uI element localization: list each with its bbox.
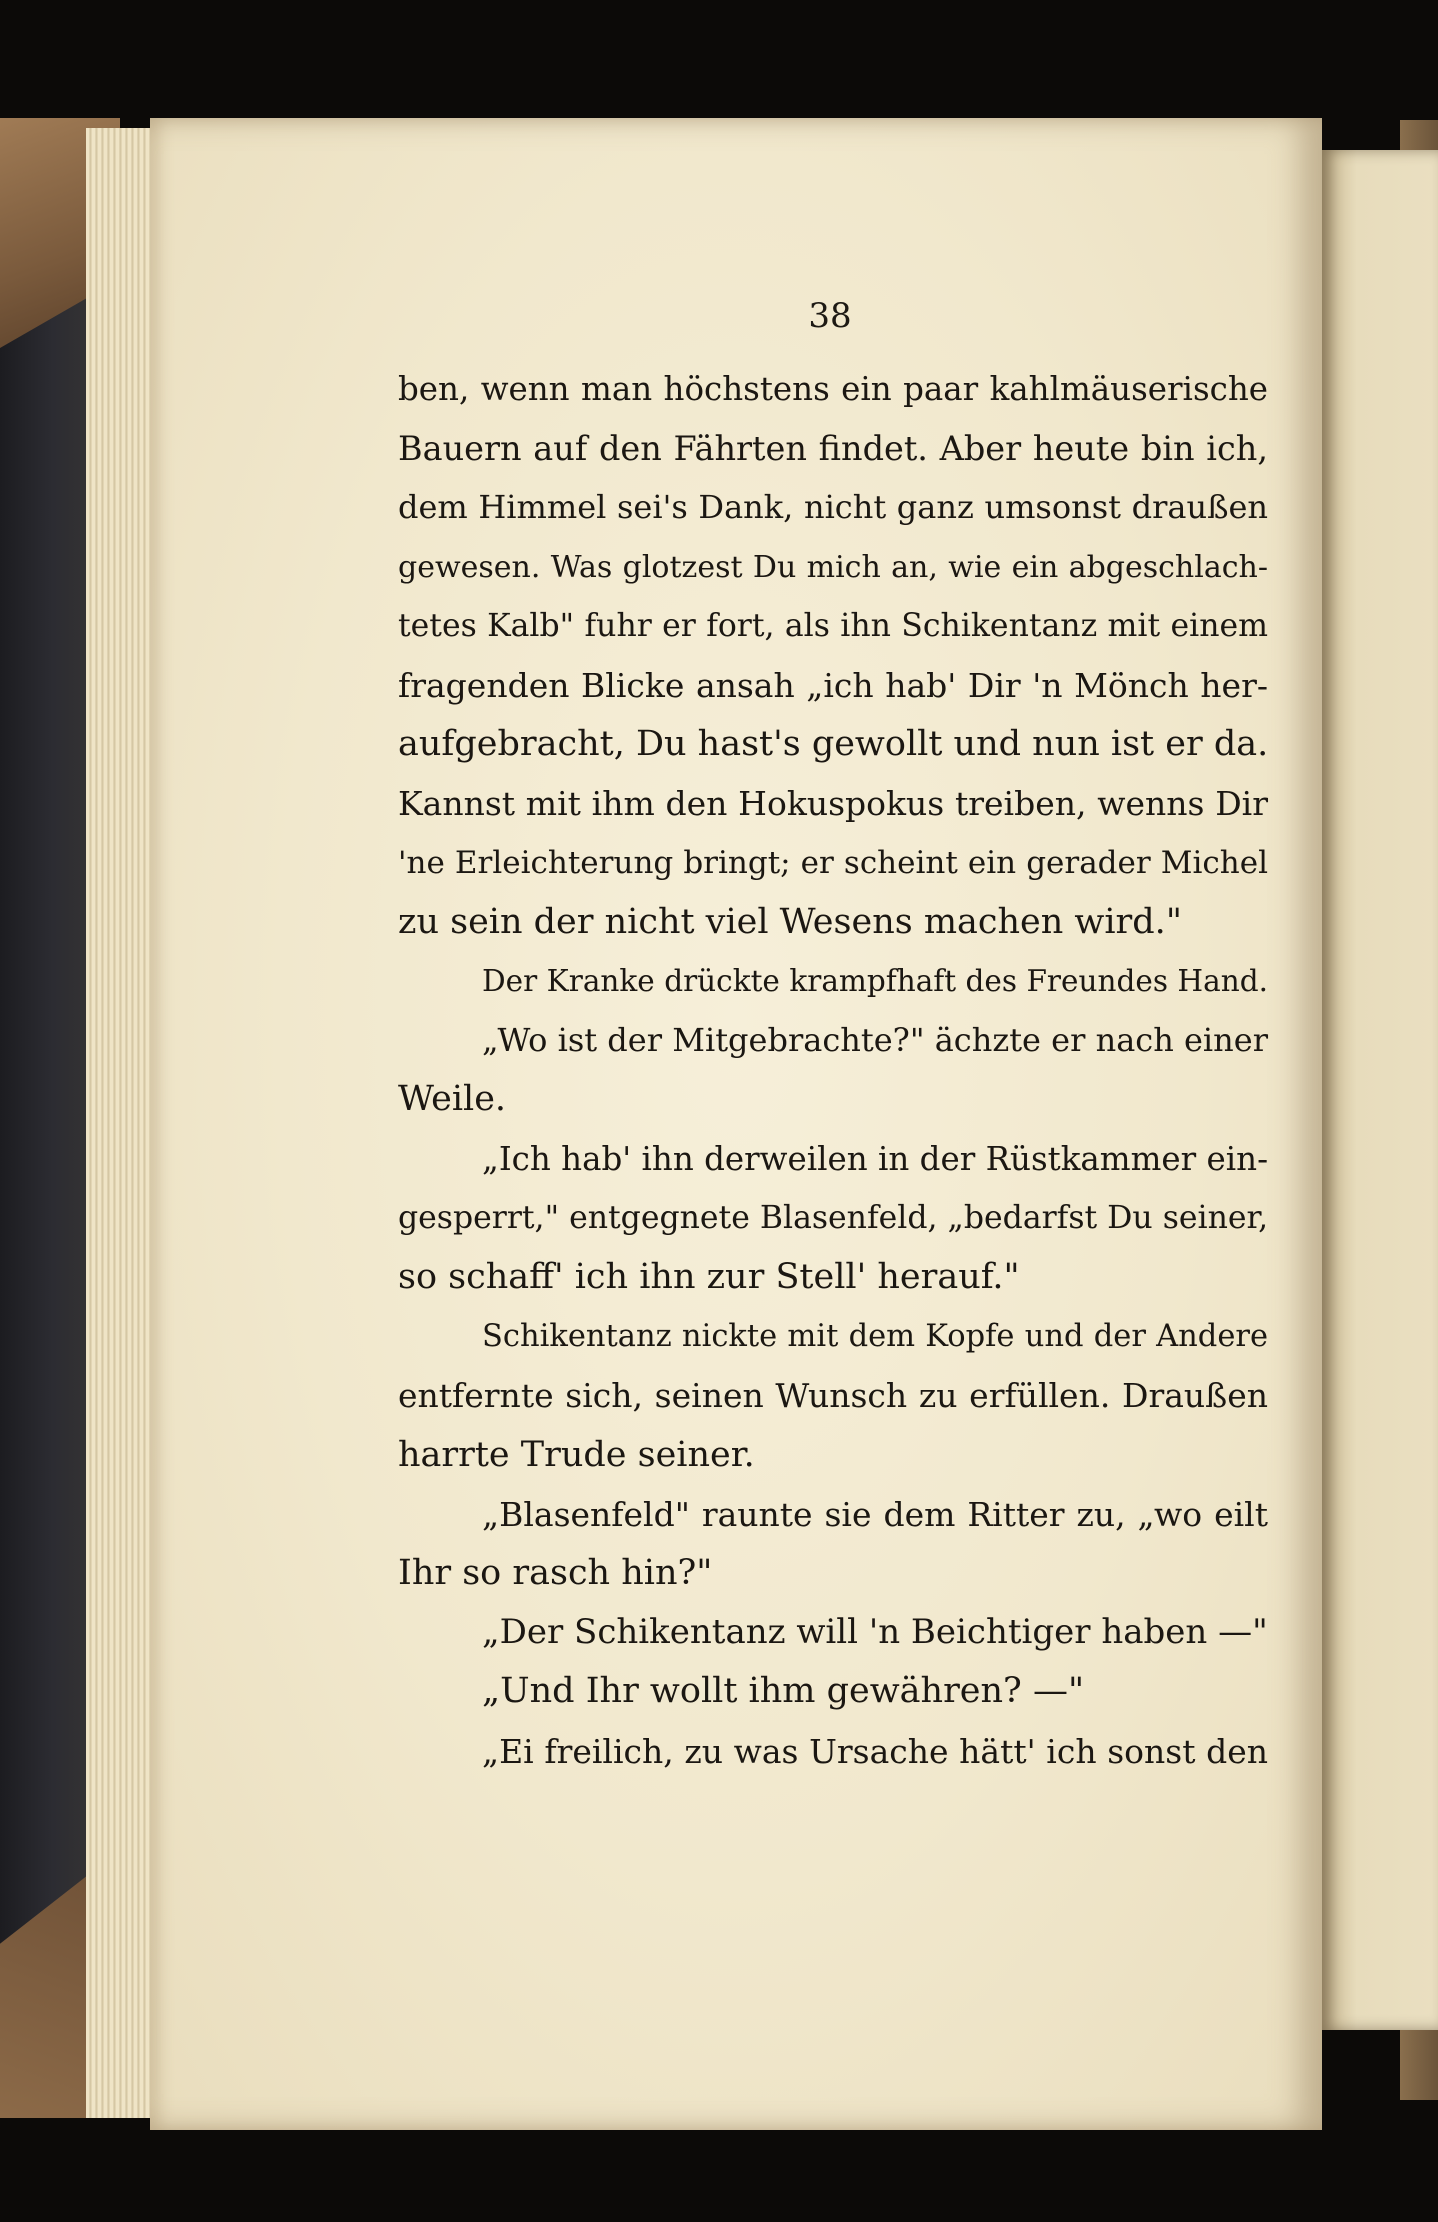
text-line: aufgebracht, Du hast's gewollt und nun ist er da. [398,724,1269,765]
text-line: Schikentanz nickte mit dem Kopfe und der Andere [482,1319,1268,1355]
text-line: „Ich hab' ihn derweilen in der Rüstkammer ein- [482,1139,1269,1178]
text-line: Ihr so rasch hin?" [398,1553,713,1594]
text-line: zu sein der nicht viel Wesens machen wird." [398,901,1182,942]
page-edges [86,128,158,2118]
text-line: Kannst mit ihm den Hokuspokus treiben, wenns Dir [398,784,1268,824]
text-line: Bauern auf den Fährten findet. Aber heute bin ich, [398,429,1268,469]
text-line: „Und Ihr wollt ihm gewähren? —" [482,1671,1085,1712]
text-line: gesperrt," entgegnete Blasenfeld, „bedarfst Du seiner, [398,1199,1269,1236]
text-line: Der Kranke drückte krampfhaft des Freundes Hand. [482,964,1268,999]
text-line: entfernte sich, seinen Wunsch zu erfüllen. Draußen [398,1376,1268,1416]
text-line: so schaff' ich ihn zur Stell' herauf." [398,1257,1020,1298]
text-line: fragenden Blicke ansah „ich hab' Dir 'n Mönch her- [398,666,1268,706]
text-line: „Wo ist der Mitgebrachte?" ächzte er nach einer [482,1021,1268,1060]
text-line: harrte Trude seiner. [398,1434,755,1475]
page-number: 38 [808,296,852,336]
page-text [398,360,1268,1781]
text-line: gewesen. Was glotzest Du mich an, wie ein abgeschlach- [398,549,1268,585]
text-line: Weile. [398,1079,507,1120]
text-line: „Blasenfeld" raunte sie dem Ritter zu, „wo eilt [482,1494,1268,1534]
text-line: „Ei freilich, zu was Ursache hätt' ich sonst den [482,1731,1268,1771]
text-line: ben, wenn man höchstens ein paar kahlmäuserische [398,370,1268,408]
text-line: „Der Schikentanz will 'n Beichtiger haben —" [482,1612,1268,1653]
text-line: tetes Kalb" fuhr er fort, als ihn Schikentanz mit einem [398,607,1268,644]
facing-page-edge [1322,150,1438,2030]
text-line: 'ne Erleichterung bringt; er scheint ein gerader Michel [398,844,1268,881]
text-line: dem Himmel sei's Dank, nicht ganz umsonst draußen [398,488,1268,527]
